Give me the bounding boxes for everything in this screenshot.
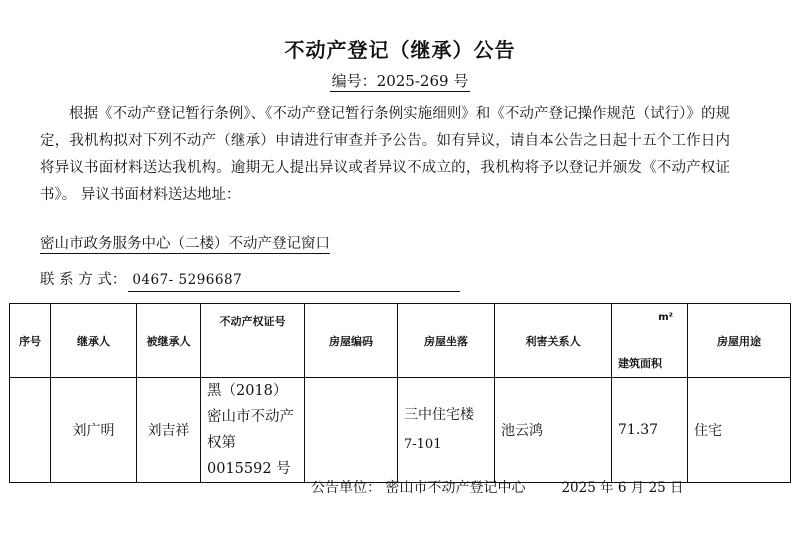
header-interested-party: 利害关系人 [495,304,612,378]
header-area-label: 建筑面积 [618,357,662,370]
table-header-row [10,304,791,378]
header-heir: 继承人 [51,304,137,378]
cell-location-building: 三中住宅楼 [404,407,474,423]
cell-house-code [305,378,398,483]
cell-heir: 刘广明 [51,378,137,483]
cell-seq [10,378,51,483]
header-location: 房屋坐落 [398,304,495,378]
notice-body: 根据《不动产登记暂行条例》、《不动产登记暂行条例实施细则》和《不动产登记操作规范（试行）》的规定，我机构拟对下列不动产（继承）申请进行审查并予公告。如有异议，请自本公告之日起十五个工作日内将异议书面材料送达我机构。逾期无人提出异议或者异议不成立的，我机构将予以登记并颁发《不动产权证书》。 异议书面材料送达地址： [40,106,730,203]
cell-interested-party: 池云鸿 [495,378,612,483]
header-area [612,304,688,378]
notice-number: 编号：2025-269 号 [331,72,469,90]
footer-unit: 公告单位： 密山市不动产登记中心 [311,480,526,496]
header-area-unit: m² [658,312,673,323]
header-cert-no: 不动产权证号 [201,304,305,378]
notice-number-line [0,70,800,91]
contact-line [40,269,460,292]
header-house-code: 房屋编码 [305,304,398,378]
objection-address: 密山市政务服务中心（二楼）不动产登记窗口 [40,236,330,252]
notice-title: 不动产登记（继承）公告 [284,38,516,62]
cell-cert-no: 黑（2018）密山市不动产权第 0015592 号 [201,378,305,483]
cell-area: 71.37 [612,378,688,483]
cell-usage: 住宅 [688,378,791,483]
objection-address-line [40,233,330,255]
cell-decedent: 刘吉祥 [137,378,201,483]
registration-table [9,303,791,483]
cell-location-unit: 7-101 [404,437,442,452]
header-seq: 序号 [10,304,51,378]
footer-line [311,476,684,497]
header-usage: 房屋用途 [688,304,791,378]
cell-location [398,378,495,483]
header-decedent: 被继承人 [137,304,201,378]
table-row [10,378,791,483]
contact-label: 联 系 方 式： [40,272,127,288]
contact-phone: 0467- 5296687 [128,269,460,292]
footer-date: 2025 年 6 月 25 日 [561,480,684,496]
